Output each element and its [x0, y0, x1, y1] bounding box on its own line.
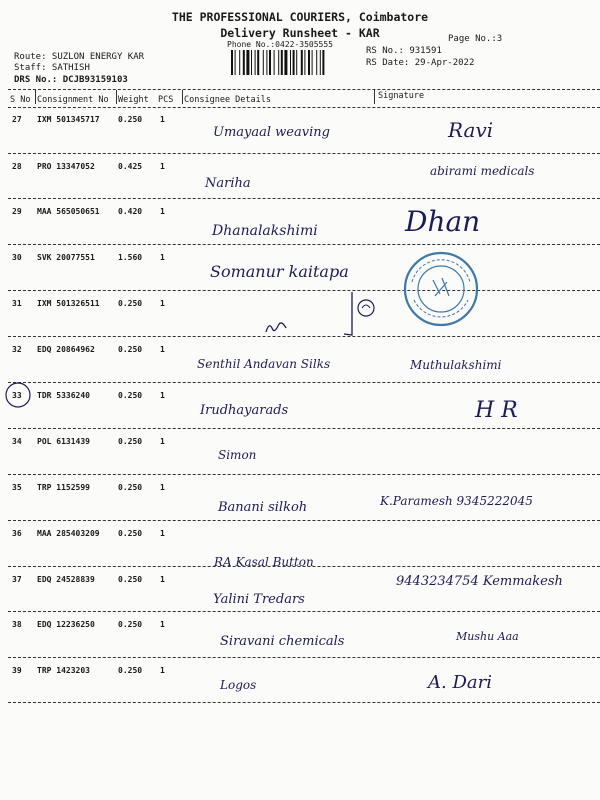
row-weight: 0.250	[118, 299, 143, 308]
row-divider	[8, 198, 600, 199]
row-signature: Mushu Aaa	[456, 630, 519, 643]
row-sno: 32	[12, 345, 22, 354]
row-pcs: 1	[160, 207, 165, 216]
row-signature: Dhan	[405, 205, 481, 238]
row-consignment: EDQ 20864962	[37, 345, 95, 354]
col-signature: Signature	[378, 91, 425, 101]
row-signature: Muthulakshimi	[410, 358, 502, 372]
header-top-rule	[8, 89, 600, 90]
phone-number: Phone No.:0422-3505555	[227, 40, 333, 49]
row-consignee-handwriting: Senthil Andavan Silks	[197, 357, 331, 371]
row-sno: 34	[12, 437, 22, 446]
row-pcs: 1	[160, 115, 165, 124]
row-sno: 31	[12, 299, 22, 308]
row-pcs: 1	[160, 620, 165, 629]
row-sno: 35	[12, 483, 22, 492]
row-circle-mark	[3, 380, 33, 410]
company-stamp	[402, 250, 480, 328]
row-divider	[8, 382, 600, 383]
rs-date: RS Date: 29-Apr-2022	[366, 58, 475, 68]
row-consignee-handwriting: Dhanalakshimi	[212, 223, 318, 239]
row-divider	[8, 566, 600, 567]
barcode	[231, 50, 357, 75]
row-consignee-handwriting: Logos	[220, 678, 257, 692]
ink-scribble-mark	[262, 314, 292, 336]
runsheet-title: Delivery Runsheet - KAR	[220, 26, 380, 40]
row-consignment: MAA 285403209	[37, 529, 100, 538]
row-consignee-handwriting: Simon	[218, 448, 257, 462]
row-divider	[8, 520, 600, 521]
row-consignment: SVK 20077551	[37, 253, 95, 262]
col-weight: Weight	[118, 95, 149, 105]
row-consignee-handwriting: Somanur kaitapa	[210, 262, 349, 281]
row-divider	[8, 428, 600, 429]
row-signature: abirami medicals	[430, 164, 535, 178]
row-divider	[8, 702, 600, 703]
row-divider	[8, 336, 600, 337]
row-weight: 0.420	[118, 207, 143, 216]
row-weight: 0.250	[118, 575, 143, 584]
row-consignment: EDQ 12236250	[37, 620, 95, 629]
row-pcs: 1	[160, 345, 165, 354]
row-divider	[8, 153, 600, 154]
route-label: Route: SUZLON ENERGY KAR	[14, 52, 145, 62]
row-divider	[8, 244, 600, 245]
row-consignment: IXM 501345717	[37, 115, 100, 124]
row-consignment: TRP 1423203	[37, 666, 90, 675]
row-weight: 0.250	[118, 666, 143, 675]
row-sno: 38	[12, 620, 22, 629]
row-consignee-handwriting: Siravani chemicals	[220, 634, 345, 649]
row-pcs: 1	[160, 666, 165, 675]
row-weight: 0.250	[118, 391, 143, 400]
row-sno: 36	[12, 529, 22, 538]
row-weight: 0.250	[118, 529, 143, 538]
row-pcs: 1	[160, 391, 165, 400]
row-sno: 37	[12, 575, 22, 584]
row-signature: Ravi	[448, 118, 494, 142]
row-divider	[8, 657, 600, 658]
col-consignment: Consignment No	[37, 95, 109, 105]
row-consignee-handwriting: Banani silkoh	[218, 500, 308, 515]
row-divider	[8, 611, 600, 612]
row-consignment: IXM 501326511	[37, 299, 100, 308]
row-consignment: POL 6131439	[37, 437, 90, 446]
row-consignee-handwriting: Irudhayarads	[200, 403, 289, 418]
row-divider	[8, 474, 600, 475]
drs-number: DRS No.: DCJB93159103	[14, 75, 128, 85]
row-consignee-handwriting: RA Kasal Button	[214, 555, 314, 569]
row-consignee-handwriting: Yalini Tredars	[213, 592, 305, 607]
col-pcs: PCS	[158, 95, 174, 105]
page-number: Page No.:3	[448, 34, 503, 44]
row-sno: 29	[12, 207, 22, 216]
row-sno: 39	[12, 666, 22, 675]
row-signature: H R	[475, 398, 518, 423]
row-weight: 1.560	[118, 253, 143, 262]
row-consignment: EDQ 24528839	[37, 575, 95, 584]
row-weight: 0.250	[118, 437, 143, 446]
row-weight: 0.250	[118, 345, 143, 354]
row-consignee-handwriting: Umayaal weaving	[213, 125, 330, 140]
row-sno: 28	[12, 162, 22, 171]
row-consignee-handwriting: Nariha	[205, 176, 251, 191]
row-signature: 9443234754 Kemmakesh	[396, 574, 563, 589]
row-signature: K.Paramesh 9345222045	[380, 494, 533, 508]
rs-number: RS No.: 931591	[366, 46, 442, 56]
row-sno: 30	[12, 253, 22, 262]
staff-label: Staff: SATHISH	[14, 63, 90, 73]
row-weight: 0.250	[118, 115, 143, 124]
row-pcs: 1	[160, 437, 165, 446]
row-pcs: 1	[160, 253, 165, 262]
row-consignment: MAA 565050651	[37, 207, 100, 216]
row-divider	[8, 290, 600, 291]
ink-bracket-mark	[340, 290, 380, 340]
row-weight: 0.250	[118, 483, 143, 492]
row-pcs: 1	[160, 575, 165, 584]
row-pcs: 1	[160, 483, 165, 492]
row-sno: 27	[12, 115, 22, 124]
row-pcs: 1	[160, 529, 165, 538]
row-consignment: PRO 13347052	[37, 162, 95, 171]
header-bottom-rule	[8, 107, 600, 108]
row-signature: A. Dari	[428, 672, 492, 693]
row-weight: 0.425	[118, 162, 143, 171]
col-consignee: Consignee Details	[184, 95, 271, 105]
row-pcs: 1	[160, 299, 165, 308]
row-consignment: TRP 1152599	[37, 483, 90, 492]
row-weight: 0.250	[118, 620, 143, 629]
company-title: THE PROFESSIONAL COURIERS, Coimbatore	[171, 10, 429, 24]
row-consignment: TDR 5336240	[37, 391, 90, 400]
row-pcs: 1	[160, 162, 165, 171]
col-sno: S No	[10, 95, 31, 105]
row-sno: 33	[12, 391, 22, 400]
